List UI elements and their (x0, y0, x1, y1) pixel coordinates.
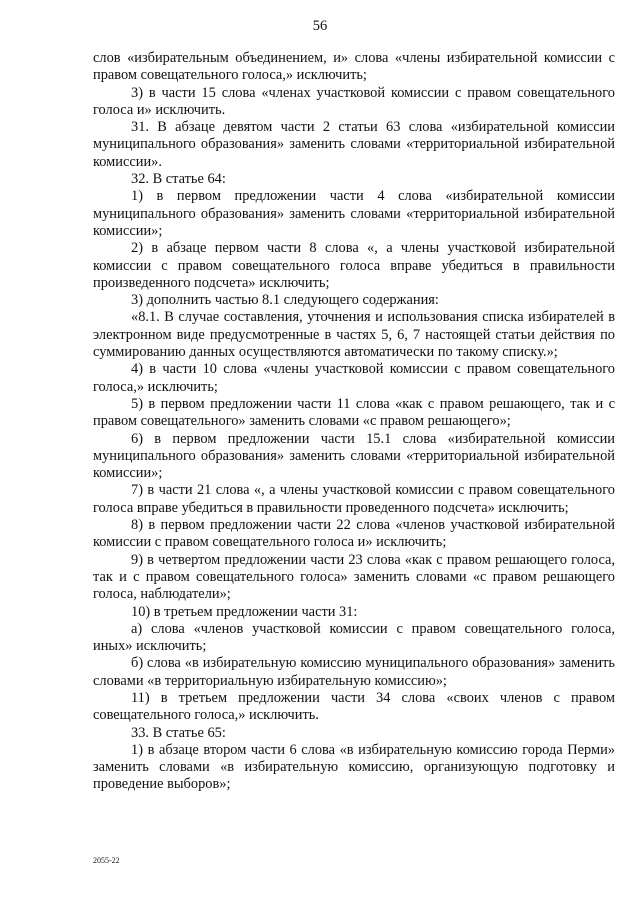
paragraph: 7) в части 21 слова «, а члены участковой комиссии с правом совещательного голоса вправе убедиться в правильности проведенного подсчета» исключить; (93, 482, 615, 516)
paragraph: 1) в первом предложении части 4 слова «избирательной комиссии муниципального образования» заменить словами «территориальной избирательной комиссии»; (93, 188, 615, 239)
paragraph: б) слова «в избирательную комиссию муниципального образования» заменить словами «в территориальную избирательную комиссию»; (93, 655, 615, 689)
paragraph: 1) в абзаце втором части 6 слова «в избирательную комиссию города Перми» заменить словами «в избирательную комиссию, организующую подготовку и проведение выборов»; (93, 741, 615, 793)
paragraph: 2) в абзаце первом части 8 слова «, а члены участковой избирательной комиссии с правом совещательного голоса вправе убедиться в правильности произведенного подсчета» исключить; (93, 240, 615, 291)
page-number: 56 (312, 18, 328, 34)
document-body (93, 50, 615, 794)
paragraph: 6) в первом предложении части 15.1 слова «избирательной комиссии муниципального образования» заменить словами «территориальной избирательной комиссии»; (93, 430, 615, 482)
paragraph: 33. В статье 65: (131, 724, 226, 741)
paragraph: «8.1. В случае составления, уточнения и использования списка избирателей в электронном виде предусмотренные в частях 5, 6, 7 настоящей статьи действия по суммированию данных осуществляются автоматически по такому списку.»; (93, 309, 615, 361)
paragraph: 10) в третьем предложении части 31: (131, 603, 358, 620)
paragraph: 31. В абзаце девятом части 2 статьи 63 слова «избирательной комиссии муниципального образования» заменить словами «территориальной избирательной комиссии». (93, 119, 615, 170)
paragraph: слов «избирательным объединением, и» слова «члены избирательной комиссии с правом совещательного голоса,» исключить; (93, 50, 615, 84)
paragraph: 8) в первом предложении части 22 слова «членов участковой избирательной комиссии с правом совещательного голоса и» исключить; (93, 517, 615, 551)
paragraph: 9) в четвертом предложении части 23 слова «как с правом решающего голоса, так и с правом совещательного голоса» заменить словами «с правом решающего голоса, наблюдатели»; (93, 551, 615, 603)
paragraph: а) слова «членов участковой комиссии с правом совещательного голоса, иных» исключить; (93, 620, 615, 655)
paragraph: 11) в третьем предложении части 34 слова «своих членов с правом совещательного голоса,» исключить. (93, 689, 615, 724)
paragraph: 3) в части 15 слова «членах участковой комиссии с правом совещательного голоса и» исключить. (93, 84, 615, 118)
footer-document-code: 2055-22 (93, 856, 120, 865)
paragraph: 5) в первом предложении части 11 слова «как с правом решающего, так и с правом совещательного» заменить словами «с правом решающего»; (93, 395, 615, 430)
paragraph: 4) в части 10 слова «члены участковой комиссии с правом совещательного голоса,» исключить; (93, 361, 615, 395)
paragraph: 32. В статье 64: (131, 171, 226, 188)
paragraph: 3) дополнить частью 8.1 следующего содержания: (131, 292, 439, 309)
